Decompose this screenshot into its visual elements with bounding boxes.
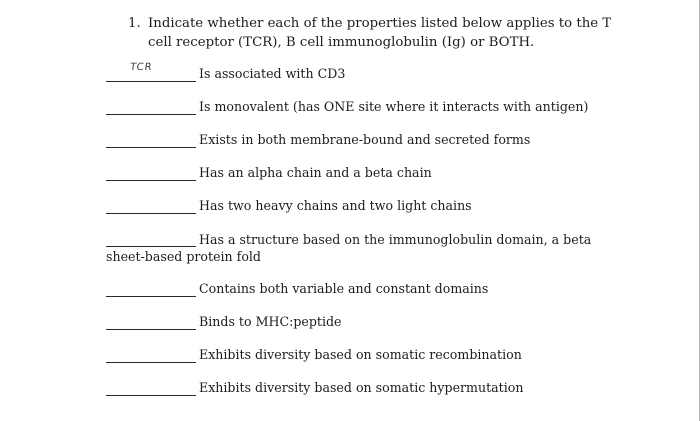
question-prompt [128, 14, 628, 52]
answer-blank[interactable] [106, 344, 196, 363]
answer-blank[interactable] [106, 162, 196, 181]
answer-blank[interactable] [106, 377, 196, 396]
answer-blank[interactable] [106, 129, 196, 148]
property-label: Has an alpha chain and a beta chain [199, 165, 432, 180]
property-label: Has two heavy chains and two light chains [199, 198, 472, 213]
answer-blank[interactable] [106, 63, 196, 82]
property-label: Contains both variable and constant domains [199, 281, 489, 296]
property-label-wrapped [106, 231, 626, 265]
property-label: Has a structure based on the immunoglobulin domain, a beta sheet-based protein fold [106, 232, 592, 264]
answer-blank[interactable] [106, 278, 196, 297]
property-label: Binds to MHC:peptide [199, 314, 342, 329]
property-label: Is monovalent (has ONE site where it interacts with antigen) [199, 99, 589, 114]
question-text: Indicate whether each of the properties listed below applies to the T cell receptor (TCR), B cell immunoglobulin (Ig) or BOTH. [148, 16, 612, 50]
question-number: 1. [128, 16, 141, 31]
property-label: Exists in both membrane-bound and secreted forms [199, 132, 531, 147]
property-label: Exhibits diversity based on somatic hypermutation [199, 380, 524, 395]
answer-blank[interactable] [106, 311, 196, 330]
property-label: Exhibits diversity based on somatic recombination [199, 347, 522, 362]
handwritten-answer: TCR [129, 62, 154, 73]
answer-blank[interactable] [106, 96, 196, 115]
answer-blank[interactable] [106, 195, 196, 214]
property-label: Is associated with CD3 [199, 66, 346, 81]
